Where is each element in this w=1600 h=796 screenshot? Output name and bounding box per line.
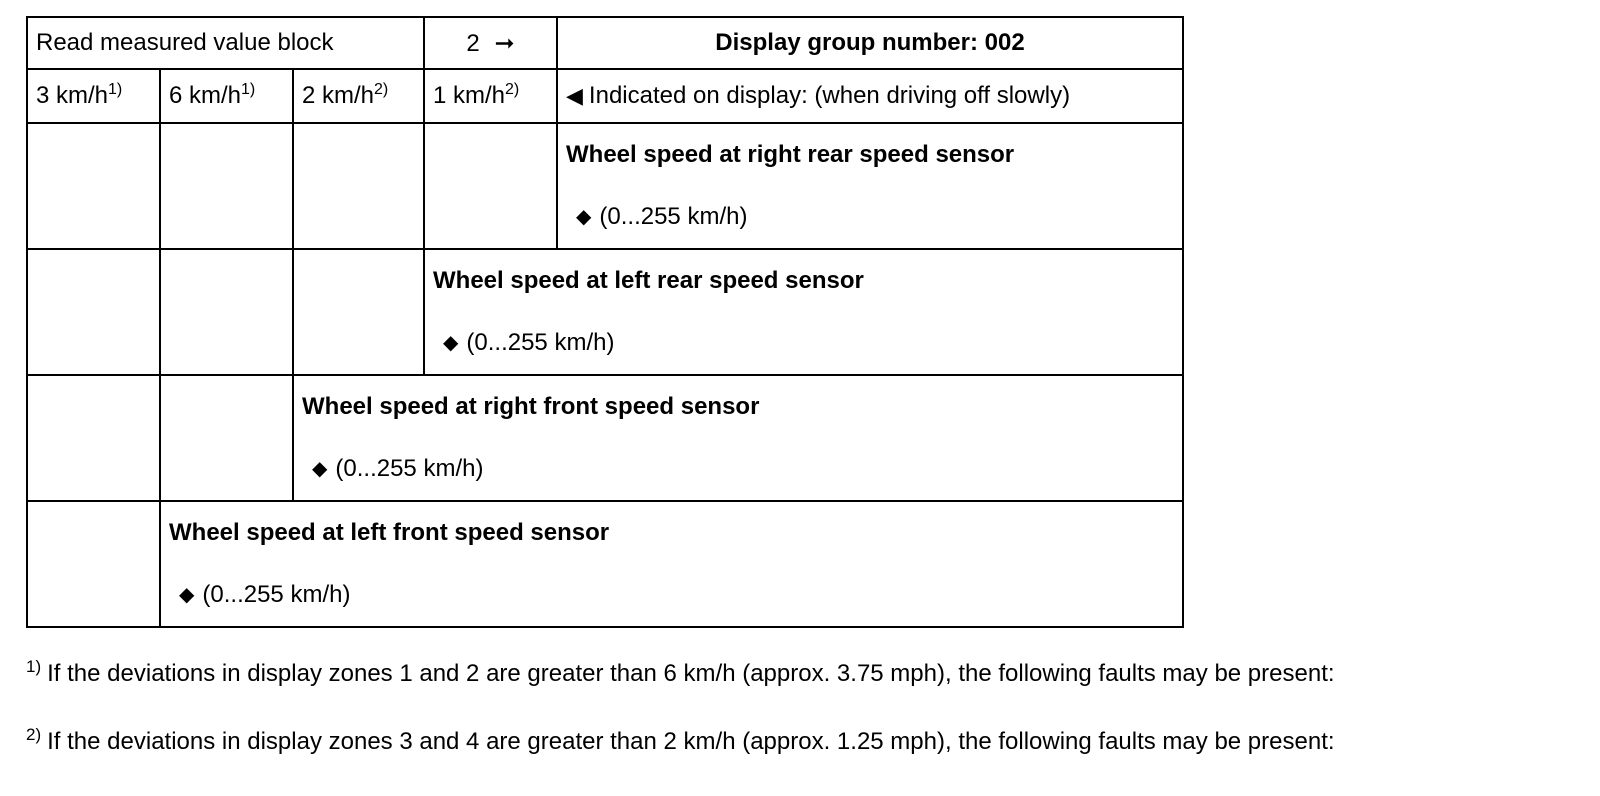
zone-range: (0...255 km/h) [202,581,351,608]
diamond-bullet-icon: ◆ [576,206,592,228]
data-row-right-rear [27,123,1183,249]
zone-label: Wheel speed at left front speed sensor [169,519,610,546]
threshold-row [27,69,1183,123]
data-row-left-rear [27,249,1183,375]
threshold-zone-4: 1 $km/h^{2)}$ [424,69,557,123]
header-row [27,17,1183,69]
zone-label: Wheel speed at left rear speed sensor [433,267,864,294]
threshold-zone-1: 3 $km/h^{1)}$ [27,69,160,123]
zone-range: (0...255 km/h) [599,203,748,230]
indicated-on-display: ◀ Indicated on display: (when driving off slowly) [557,69,1183,123]
threshold-zone-3: 2 $km/h^{2)}$ [293,69,424,123]
diamond-bullet-icon: ◆ [312,458,328,480]
diamond-bullet-icon: ◆ [179,584,195,606]
data-row-right-front [27,375,1183,501]
footnote-2: $^{2)}$ If the deviations in display zones 3 and 4 are greater than 2 km/h (approx. 1.25 mph), the following faults may be present: [26,725,1335,755]
zone-label: Wheel speed at right front speed sensor [302,393,760,420]
triangle-left-icon: ◀ [566,83,583,108]
display-group-number: Display group number: 002 [557,17,1183,69]
zone-range: (0...255 km/h) [335,455,484,482]
block-number-cell [424,17,557,69]
diamond-bullet-icon: ◆ [443,332,459,354]
display-zone-4 [160,501,1183,627]
display-zone-2 [424,249,1183,375]
footnote-1: $^{1)}$ If the deviations in display zones 1 and 2 are greater than 6 km/h (approx. 3.75 mph), the following faults may be present: [26,657,1335,687]
display-zone-1 [557,123,1183,249]
block-title: Read measured value block [27,17,424,69]
measured-value-block-table [26,16,1184,628]
threshold-zone-2: 6 $km/h^{1)}$ [160,69,293,123]
block-number: 2 [466,29,480,57]
zone-label: Wheel speed at right rear speed sensor [566,141,1015,168]
display-zone-3 [293,375,1183,501]
zone-range: (0...255 km/h) [466,329,615,356]
data-row-left-front [27,501,1183,627]
arrow-right-icon: ➞ [494,29,515,57]
